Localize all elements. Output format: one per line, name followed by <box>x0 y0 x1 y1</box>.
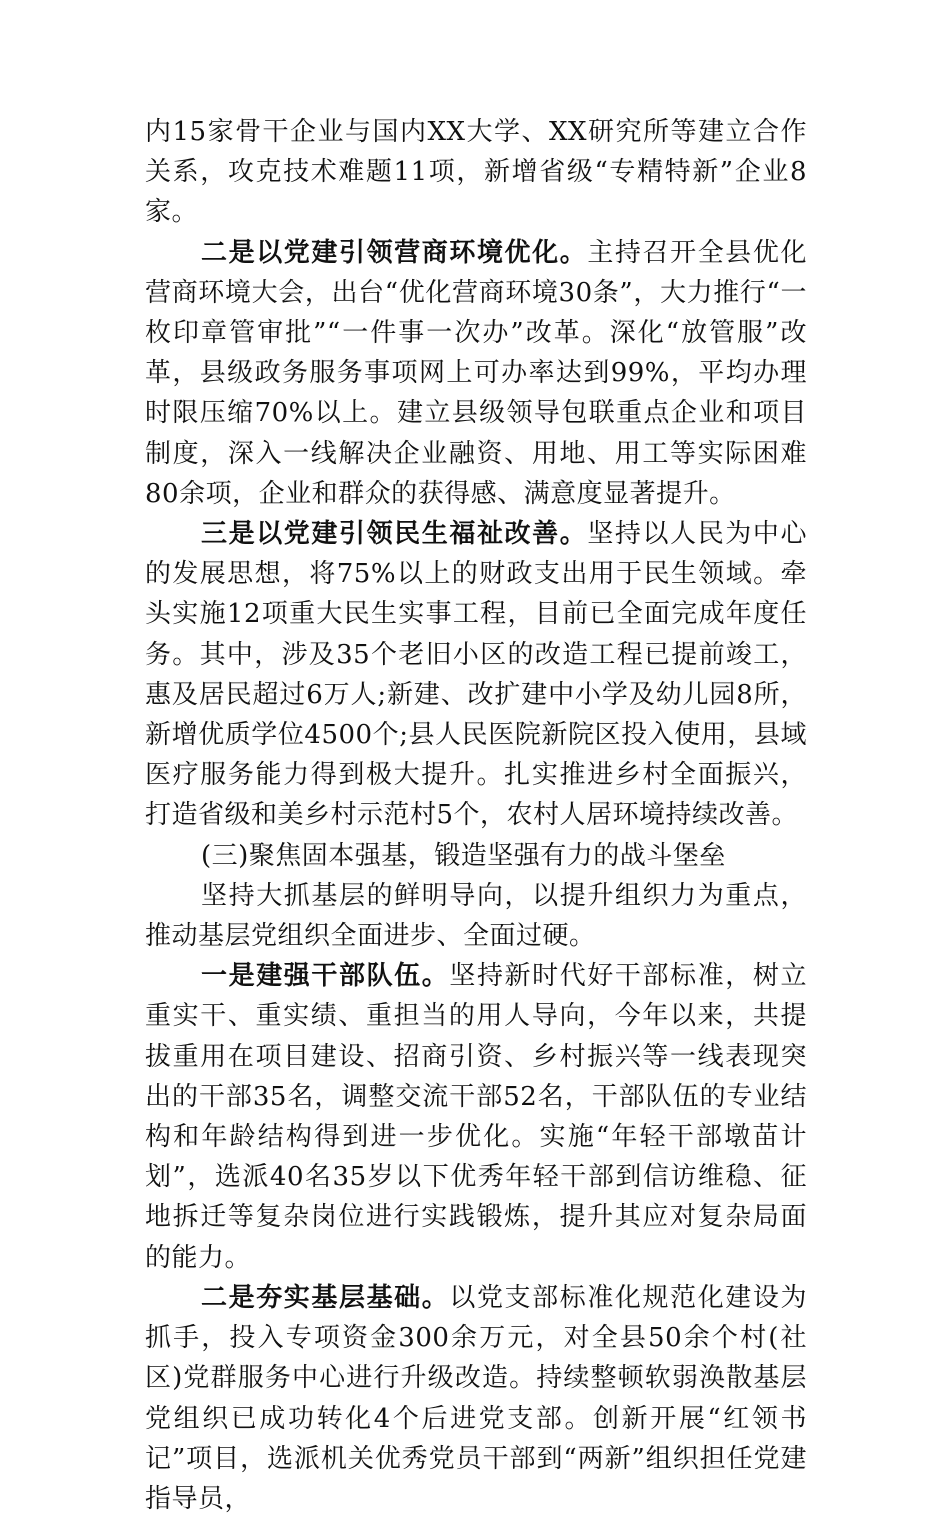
paragraph-lead: 二是以党建引领营商环境优化。 <box>201 237 588 268</box>
document-body <box>145 112 807 1519</box>
paragraph-text: 坚持新时代好干部标准，树立重实干、重实绩、重担当的用人导向，今年以来，共提拔重用在项目建设、招商引资、乡村振兴等一线表现突出的干部35名，调整交流干部52名，干部队伍的专业结构和年龄结构得到进一步优化。实施“年轻干部墩苗计划”，选派40名35岁以下优秀年轻干部到信访维稳、征地拆迁等复杂岗位进行实践锻炼，提升其应对复杂局面的能力。 <box>145 961 807 1273</box>
paragraph-lead: 三是以党建引领民生福祉改善。 <box>201 519 588 550</box>
paragraph-business-environment <box>145 233 807 514</box>
paragraph-section-intro <box>145 876 807 956</box>
paragraph-grassroots <box>145 1278 807 1519</box>
paragraph-text: 坚持以人民为中心的发展思想，将75%以上的财政支出用于民生领域。牵头实施12项重大民生实事工程，目前已全面完成年度任务。其中，涉及35个老旧小区的改造工程已提前竣工，惠及居民超过6万人;新建、改扩建中小学及幼儿园8所，新增优质学位4500个;县人民医院新院区投入使用，县域医疗服务能力得到极大提升。扎实推进乡村全面振兴，打造省级和美乡村示范村5个，农村人居环境持续改善。 <box>145 519 807 831</box>
section-heading <box>145 836 807 876</box>
paragraph-text: 主持召开全县优化营商环境大会，出台“优化营商环境30条”，大力推行“一枚印章管审批”“一件事一次办”改革。深化“放管服”改革，县级政务服务事项网上可办率达到99%，平均办理时限压缩70%以上。建立县级领导包联重点企业和项目制度，深入一线解决企业融资、用地、用工等实际困难80余项，企业和群众的获得感、满意度显著提升。 <box>145 237 807 509</box>
paragraph-continued <box>145 112 807 233</box>
paragraph-text: 坚持大抓基层的鲜明导向，以提升组织力为重点，推动基层党组织全面进步、全面过硬。 <box>145 880 807 952</box>
paragraph-text: 内15家骨干企业与国内XX大学、XX研究所等建立合作关系，攻克技术难题11项，新增省级“专精特新”企业8家。 <box>145 117 807 228</box>
section-heading-text: (三)聚焦固本强基，锻造坚强有力的战斗堡垒 <box>201 840 726 871</box>
paragraph-livelihood <box>145 514 807 836</box>
paragraph-text: 以党支部标准化规范化建设为抓手，投入专项资金300余万元，对全县50余个村(社区)党群服务中心进行升级改造。持续整顿软弱涣散基层党组织已成功转化4个后进党支部。创新开展“红领书记”项目，选派机关优秀党员干部到“两新”组织担任党建指导员， <box>145 1282 807 1514</box>
paragraph-lead: 二是夯实基层基础。 <box>201 1282 450 1313</box>
paragraph-lead: 一是建强干部队伍。 <box>201 961 450 992</box>
paragraph-cadres <box>145 956 807 1278</box>
